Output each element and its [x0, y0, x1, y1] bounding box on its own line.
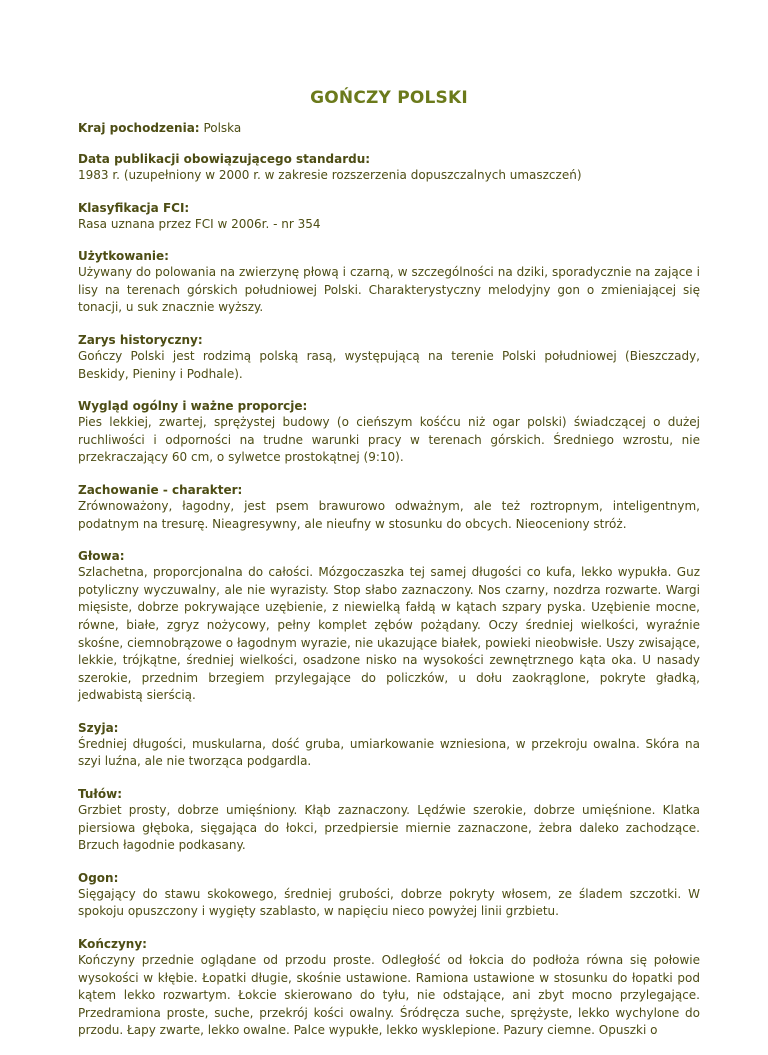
- section-heading: Zachowanie - charakter:: [78, 482, 243, 497]
- section-heading: Głowa:: [78, 549, 125, 564]
- section-usage: [78, 248, 700, 317]
- section-standard-date: [78, 151, 700, 185]
- section-limbs: [78, 936, 700, 1040]
- section-heading: Kończyny:: [78, 937, 147, 952]
- section-neck: [78, 720, 700, 771]
- country-value: Polska: [203, 121, 242, 135]
- country-label: Kraj pochodzenia:: [78, 121, 200, 135]
- section-history: [78, 332, 700, 383]
- section-text: Gończy Polski jest rodzimą polską rasą, występującą na terenie Polski południowej (Bieszczady, Beskidy, Pieniny i Podhale).: [78, 348, 700, 381]
- section-heading: Ogon:: [78, 870, 119, 885]
- section-heading: Data publikacji obowiązującego standardu:: [78, 152, 371, 166]
- section-heading: Szyja:: [78, 720, 119, 735]
- section-text: Szlachetna, proporcjonalna do całości. Mózgoczaszka tej samej długości co kufa, lekko wypukła. Guz potyliczny wyczuwalny, ale nie wyrazisty. Stop słabo zaznaczony. Nos czarny, nozdrza rozwarte. Wargi mięsiste, dobrze pokrywające uzębienie, z niewielką fałdą w kątach szpary pyska. Uzębienie mocne, równe, białe, zgryz nożycowy, pełny komplet zębów pożądany. Oczy średniej wielkości, wyraźnie skośne, ciemnobrązowe o łagodnym wyrazie, nie ukazujące białek, powieki nieobwisłe. Uszy zwisające, lekkie, trójkątne, średniej wielkości, osadzone nisko na wysokości zewnętrznego kąta oka. U nasady szerokie, przednim brzegiem przylegające do policzków, u dołu zaokrąglone, pokryte gładką, jedwabistą sierścią.: [78, 565, 700, 703]
- section-fci-classification: [78, 200, 700, 234]
- section-body: [78, 786, 700, 855]
- country-of-origin: [78, 120, 700, 136]
- section-text: Używany do polowania na zwierzynę płową i czarną, w szczególności na dziki, sporadycznie na zające i lisy na terenach górskich południowej Polski. Charakterystyczny melodyjny gon o zmieniającej się tonacji, u suk znacznie wyższy.: [78, 265, 700, 315]
- section-text: Średniej długości, muskularna, dość gruba, umiarkowanie wzniesiona, w przekroju owalna. Skóra na szyi luźna, ale nie tworząca podgardla.: [78, 736, 700, 769]
- section-heading: Klasyfikacja FCI:: [78, 200, 190, 215]
- section-heading: Wygląd ogólny i ważne proporcje:: [78, 399, 308, 414]
- section-text: Rasa uznana przez FCI w 2006r. - nr 354: [78, 216, 321, 231]
- section-text: Kończyny przednie oglądane od przodu proste. Odległość od łokcia do podłoża równa się połowie wysokości w kłębie. Łopatki długie, skośnie ustawione. Ramiona ustawione w stosunku do łopatki pod kątem lekko rozwartym. Łokcie skierowano do tyłu, nie odstające, ani zbyt mocno przylegające. Przedramiona proste, suche, przekrój kości owalny. Śródręcza suche, sprężyste, lekko wychylone do przodu. Łapy zwarte, lekko owalne. Palce wypukłe, lekko wysklepione. Pazury ciemne. Opuszki o: [78, 953, 700, 1038]
- document-content: [78, 120, 700, 1055]
- section-text: Pies lekkiej, zwartej, sprężystej budowy (o cieńszym kośćcu niż ogar polski) świadczącej o dużej ruchliwości i odporności na trudne warunki pracy w terenach górskich. Średniego wzrostu, nie przekraczający 60 cm, o sylwetce prostokątnej (9:10).: [78, 415, 700, 465]
- section-heading: Tułów:: [78, 787, 122, 802]
- section-text: Grzbiet prosty, dobrze umięśniony. Kłąb zaznaczony. Lędźwie szerokie, dobrze umięśnione. Klatka piersiowa głęboka, sięgająca do łokci, przedpiersie miernie zaznaczone, żebra daleko zachodzące. Brzuch łagodnie podkasany.: [78, 803, 700, 853]
- section-general-appearance: [78, 398, 700, 467]
- section-heading: Zarys historyczny:: [78, 332, 203, 347]
- section-head: [78, 548, 700, 705]
- section-text: 1983 r. (uzupełniony w 2000 r. w zakresie rozszerzenia dopuszczalnych umaszczeń): [78, 168, 582, 182]
- section-text: Sięgający do stawu skokowego, średniej grubości, dobrze pokryty włosem, ze śladem szczotki. W spokoju opuszczony i wygięty szablasto, w napięciu nieco powyżej linii grzbietu.: [78, 886, 700, 919]
- section-behaviour: [78, 482, 700, 533]
- document-title: GOŃCZY POLSKI: [310, 88, 468, 108]
- section-tail: [78, 870, 700, 921]
- section-text: Zrównoważony, łagodny, jest psem brawurowo odważnym, ale też roztropnym, inteligentnym, podatnym na tresurę. Nieagresywny, ale nieufny w stosunku do obcych. Nieoceniony stróż.: [78, 498, 700, 531]
- section-heading: Użytkowanie:: [78, 249, 169, 264]
